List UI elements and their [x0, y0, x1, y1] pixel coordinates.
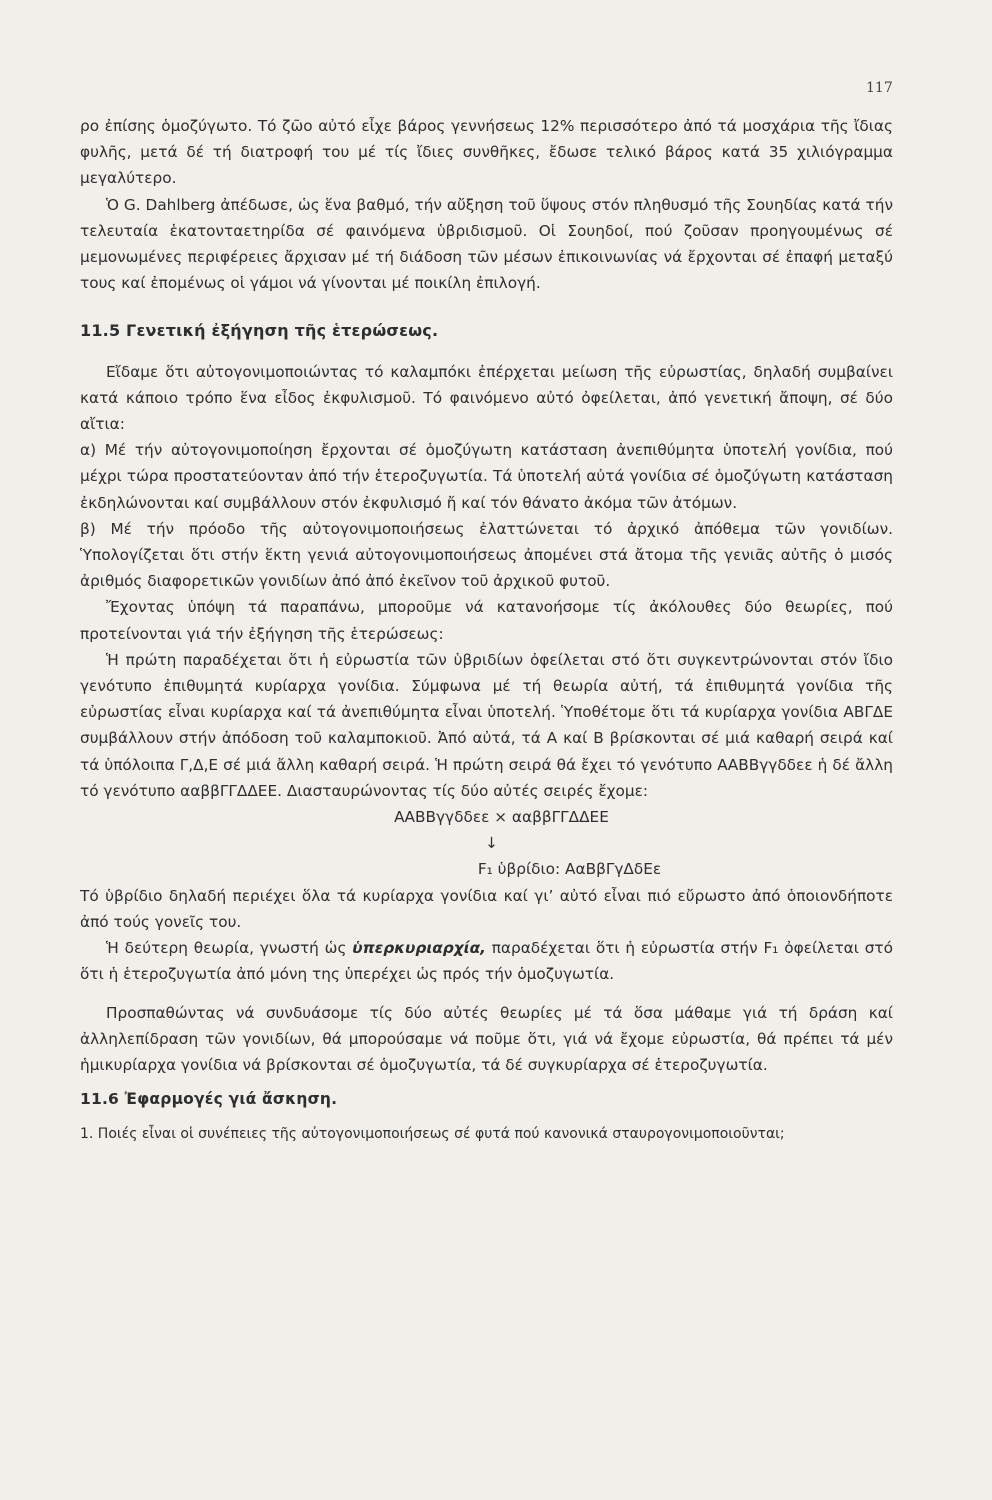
cross-formula [80, 804, 893, 883]
paragraph-after-cross: Τό ὑβρίδιο δηλαδή περιέχει ὅλα τά κυρίαρχα γονίδια καί γι’ αὐτό εἶναι πιό εὔρωστο ἀπό ὁποιονδήποτε ἀπό τούς γονεῖς του. [80, 886, 893, 931]
cross-parents: ΑΑΒΒγγδδεε × ααββΓΓΔΔΕΕ [394, 808, 609, 827]
paragraph-inbreeding: Εἴδαμε ὅτι αὐτογονιμοποιώντας τό καλαμπόκι ἐπέρχεται μείωση τῆς εὐρωστίας, δηλαδή συμβαίνει κατά κάποιο τρόπο ἕνα εἶδος ἐκφυλισμοῦ. Τό φαινόμενο αὐτό ὀφείλεται, ἀπό γενετική ἄποψη, σέ δύο αἴτια: [80, 362, 893, 434]
exercise-question-1: 1. Ποιές εἶναι οἱ συνέπειες τῆς αὐτογονιμοποιήσεως σέ φυτά πού κανονικά σταυρογονιμοποιοῦνται; [80, 1126, 785, 1143]
page-number: 117 [866, 80, 893, 96]
paragraph-continuation: ρο ἐπίσης ὁμοζύγωτο. Τό ζῶο αὐτό εἶχε βάρος γεννήσεως 12% περισσότερο ἀπό τά μοσχάρια τῆς ἴδιας φυλῆς, μετά δέ τή διατροφή του μέ τίς ἴδιες συνθῆκες, ἔδωσε τελικό βάρος κατά 35 χιλιόγραμμα μεγαλύτερο. [80, 117, 893, 188]
section-heading-11-5: 11.5 Γενετική ἐξήγηση τῆς ἑτερώσεως. [80, 321, 439, 341]
paragraph-cause-a: α) Μέ τήν αὐτογονιμοποίηση ἔρχονται σέ ὁμοζύγωτη κατάσταση ἀνεπιθύμητα ὑποτελή γονίδια, πού μέχρι τώρα προστατεύονταν ἀπό τήν ἑτεροζυγωτία. Τά ὑποτελή αὐτά γονίδια σέ ὁμοζύγωτη κατάσταση ἐκδηλώνονται καί συμβάλλουν στόν ἐκφυλισμό ἤ καί τόν θάνατο ἀκόμα τῶν ἀτόμων. [80, 441, 893, 512]
down-arrow-icon: ↓ [485, 834, 498, 853]
cross-f1-hybrid: F₁ ὑβρίδιο: ΑαΒβΓγΔδΕε [477, 860, 662, 879]
paragraph-theories-intro: Ἔχοντας ὑπόψη τά παραπάνω, μποροῦμε νά κατανοήσομε τίς ἀκόλουθες δύο θεωρίες, πού προτείνονται γιά τήν ἐξήγηση τῆς ἑτερώσεως: [80, 598, 893, 643]
page-body [80, 113, 893, 1146]
paragraph-second-theory [80, 935, 893, 987]
paragraph-first-theory: Ἡ πρώτη παραδέχεται ὅτι ἡ εὐρωστία τῶν ὑβριδίων ὀφείλεται στό ὅτι συγκεντρώνονται στόν ἴδιο γενότυπο ἐπιθυμητά κυρίαρχα γονίδια. Σύμφωνα μέ τή θεωρία αὐτή, τά ἐπιθυμητά γονίδια τῆς εὐρωστίας εἶναι κυρίαρχα καί τά ἀνεπιθύμητα εἶναι ὑποτελή. Ὑποθέτομε ὅτι τά κυρίαρχα γονίδια ΑΒΓΔΕ συμβάλλουν στήν ἀπόδοση τοῦ καλαμποκιοῦ. Ἀπό αὐτά, τά Α καί Β βρίσκονται σέ μιά καθαρή σειρά καί τά ὑπόλοιπα Γ,Δ,Ε σέ μιά ἄλλη καθαρή σειρά. Ἡ πρώτη σειρά θά ἔχει τό γενότυπο ΑΑΒΒγγδδεε ἡ δέ ἄλλη τό γενότυπο ααββΓΓΔΔΕΕ. Διασταυρώνοντας τίς δύο αὐτές σειρές ἔχομε: [80, 650, 893, 800]
overdominance-term: ὑπερκυριαρχία, [352, 939, 486, 958]
section-heading-11-6: 11.6 Ἐφαρμογές γιά ἄσκηση. [80, 1090, 338, 1109]
paragraph-dahlberg: Ὁ G. Dahlberg ἀπέδωσε, ὡς ἕνα βαθμό, τήν αὔξηση τοῦ ὕψους στόν πληθυσμό τῆς Σουηδίας κατά τήν τελευταία ἑκατονταετηρίδα σέ φαινόμενα ὑβριδισμοῦ. Οἱ Σουηδοί, πού ζοῦσαν προηγουμένως σέ μεμονωμένες περιφέρειες ἄρχισαν μέ τή διάδοση τῶν μέσων ἐπικοινωνίας νά ἔρχονται σέ ἐπαφή μεταξύ τους καί ἐπομένως οἱ γάμοι νά γίνονται μέ ποικίλη ἐπιλογή. [80, 195, 893, 293]
paragraph-cause-b: β) Μέ τήν πρόοδο τῆς αὐτογονιμοποιήσεως ἐλαττώνεται τό ἀρχικό ἀπόθεμα τῶν γονιδίων. Ὑπολογίζεται ὅτι στήν ἕκτη γενιά αὐτογονιμοποιήσεως ἀπομένει στά ἄτομα τῆς γενιᾶς αὐτῆς ὁ μισός ἀριθμός διαφορετικῶν γονιδίων ἀπό ἀπό ἐκεῖνον τοῦ ἀρχικοῦ φυτοῦ. [80, 519, 893, 591]
paragraph-combining: Προσπαθώντας νά συνδυάσομε τίς δύο αὐτές θεωρίες μέ τά ὅσα μάθαμε γιά τή δράση καί ἀλληλεπίδραση τῶν γονιδίων, θά μπορούσαμε νά ποῦμε ὅτι, γιά νά ἔχομε εὐρωστία, θά πρέπει τά μέν ἡμικυρίαρχα γονίδια νά βρίσκονται σέ ὁμοζυγωτία, τά δέ συγκυρίαρχα σέ ἑτεροζυγωτία. [80, 1003, 893, 1074]
second-theory-lead: Ἡ δεύτερη θεωρία, γνωστή ὡς [106, 939, 353, 958]
second-theory-rest: παραδέχεται ὅτι ἡ εὐρωστία στήν F₁ ὀφείλεται στό ὅτι ἡ ἑτεροζυγωτία ἀπό μόνη της ὑπερέχει ὡς πρός τήν ὁμοζυγωτία. [80, 939, 893, 984]
